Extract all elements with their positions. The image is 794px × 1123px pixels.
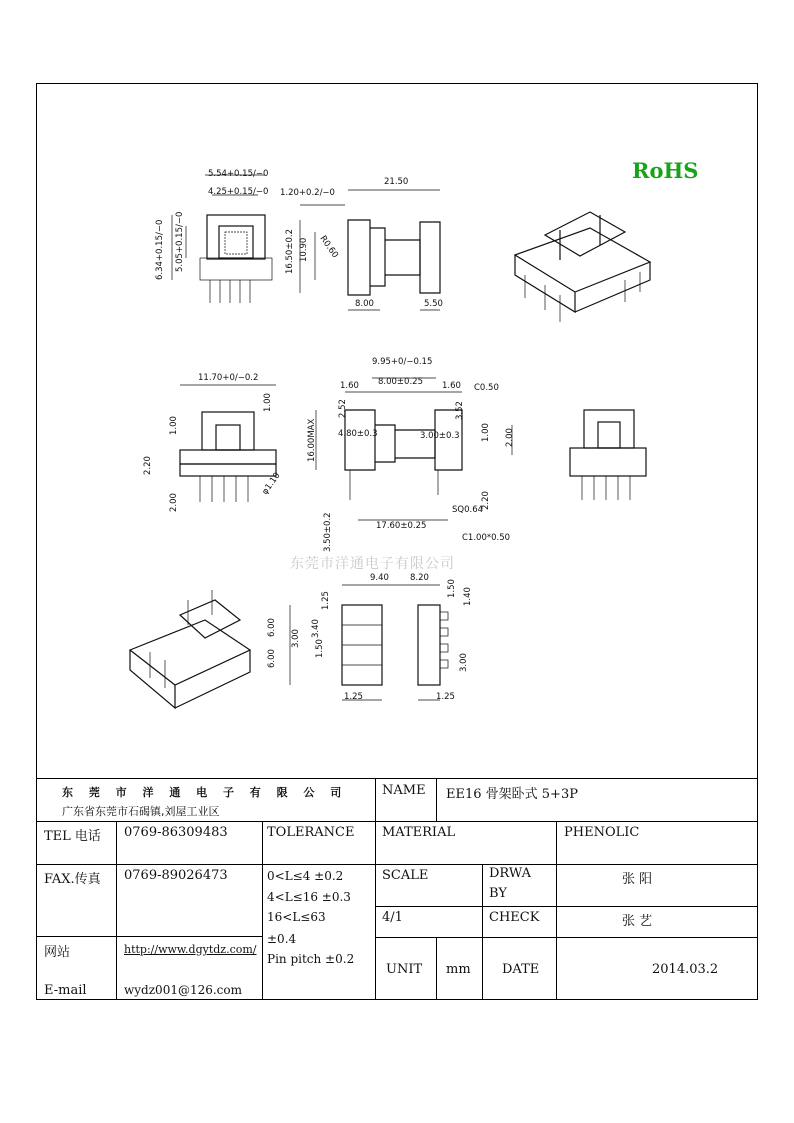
- dim-label: 3.40: [311, 619, 321, 638]
- dim-label: 3.00±0.3: [420, 431, 460, 441]
- dim-label: 6.34+0.15/−0: [155, 219, 165, 280]
- dim-label: 11.70+0/−0.2: [198, 373, 259, 383]
- dim-label: 4.25+0.15/−0: [208, 187, 269, 197]
- unit-label: UNIT: [386, 962, 423, 977]
- drawby-value: 张 阳: [622, 872, 653, 887]
- tel-label: TEL 电话: [44, 829, 101, 844]
- email-value: wydz001@126.com: [124, 983, 243, 997]
- dim-label: 8.00±0.25: [378, 377, 423, 387]
- dim-label: 2.20: [481, 491, 491, 510]
- name-value: EE16 骨架卧式 5+3P: [446, 787, 578, 802]
- dim-label: 3.50±0.2: [323, 512, 333, 552]
- dim-label: 5.50: [424, 299, 443, 309]
- dim-label: 3.52: [455, 401, 465, 420]
- dim-label: 16.50±0.2: [285, 229, 295, 274]
- watermark: 东莞市洋通电子有限公司: [290, 556, 455, 572]
- tolerance-line: 0<L≤4 ±0.2: [267, 869, 344, 883]
- top-right-iso-view: [515, 212, 650, 322]
- mid-right-view: [570, 410, 646, 500]
- dim-label: 1.60: [442, 381, 461, 391]
- tel-value: 0769-86309483: [124, 825, 228, 840]
- dim-label: 9.40: [370, 573, 389, 583]
- rohs-label: RoHS: [632, 158, 699, 183]
- dim-label: 3.00: [291, 629, 301, 648]
- technical-drawing: [36, 83, 758, 779]
- dim-label: 16.00MAX: [307, 418, 317, 462]
- bottom-views: [290, 585, 448, 700]
- mid-left-view: [180, 385, 276, 502]
- dim-label: C0.50: [474, 383, 499, 393]
- name-label: NAME: [382, 783, 426, 798]
- material-value: PHENOLIC: [564, 825, 640, 840]
- date-value: 2014.03.2: [652, 962, 719, 977]
- website-link[interactable]: http://www.dgytdz.com/: [124, 943, 257, 956]
- dim-label: φ1.10: [260, 470, 283, 497]
- dim-label: 9.95+0/−0.15: [372, 357, 433, 367]
- check-label: CHECK: [489, 910, 540, 925]
- email-label: E-mail: [44, 983, 87, 998]
- dim-label: R0.60: [317, 233, 340, 261]
- tolerance-line: Pin pitch ±0.2: [267, 952, 355, 966]
- web-label: 网站: [44, 945, 71, 960]
- tolerance-label: TOLERANCE: [267, 825, 355, 840]
- fax-label: FAX.传真: [44, 872, 101, 887]
- dim-label: 1.20+0.2/−0: [280, 188, 335, 198]
- scale-value: 4/1: [382, 910, 403, 925]
- tolerance-line: 16<L≤63 ±0.4: [267, 910, 326, 946]
- dim-label: 5.05+0.15/−0: [175, 211, 185, 272]
- scale-label: SCALE: [382, 868, 429, 883]
- fax-value: 0769-89026473: [124, 868, 228, 883]
- drawby-label: DRWA BY: [489, 866, 532, 901]
- dim-label: C1.00*0.50: [462, 533, 511, 543]
- dim-label: 1.50: [447, 579, 457, 598]
- dim-label: 2.00: [169, 493, 179, 512]
- dim-label: 6.00: [267, 618, 277, 637]
- date-label: DATE: [502, 962, 540, 977]
- dim-label: 17.60±0.25: [376, 521, 427, 531]
- dim-label: 2.00: [505, 428, 515, 447]
- dim-label: 3.00: [459, 653, 469, 672]
- check-value: 张 艺: [622, 914, 653, 929]
- bottom-left-iso-view: [130, 590, 250, 708]
- dim-label: 6.00: [267, 649, 277, 668]
- dim-label: 1.50: [315, 639, 325, 658]
- dim-label: 1.25: [321, 591, 331, 610]
- dim-label: 1.00: [481, 423, 491, 442]
- dim-label: 1.60: [340, 381, 359, 391]
- dim-label: 8.00: [355, 299, 374, 309]
- tolerance-line: 4<L≤16 ±0.3: [267, 890, 351, 904]
- dim-label: 1.40: [463, 587, 473, 606]
- dim-label: 1.00: [263, 393, 273, 412]
- dim-label: 8.20: [410, 573, 429, 583]
- unit-value: mm: [446, 962, 471, 977]
- company-address: 广东省东莞市石碣镇,刘屋工业区: [62, 805, 220, 818]
- dim-label: 1.25: [436, 692, 455, 702]
- dim-label: 5.54+0.15/−0: [208, 169, 269, 179]
- top-mid-view: [300, 190, 440, 310]
- dim-label: 21.50: [384, 177, 409, 187]
- dim-label: 2.20: [143, 456, 153, 475]
- dim-label: 4.80±0.3: [338, 429, 378, 439]
- material-label: MATERIAL: [382, 825, 456, 840]
- dim-label: 1.25: [344, 692, 363, 702]
- dim-label: 1.00: [169, 416, 179, 435]
- dim-label: 10.90: [299, 237, 309, 262]
- company-name: 东 莞 市 洋 通 电 子 有 限 公 司: [62, 786, 348, 799]
- dim-label: 2.52: [338, 399, 348, 418]
- dim-label: SQ0.64: [452, 505, 484, 515]
